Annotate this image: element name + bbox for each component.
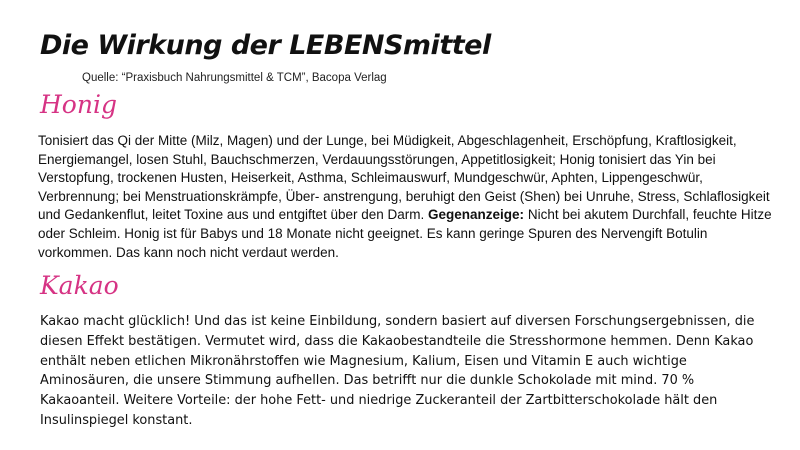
section-body-honig xyxy=(38,132,776,262)
honig-description: Tonisiert das Qi der Mitte (Milz, Magen) und der Lunge, bei Müdigkeit, Abgeschlagenheit, Erschöpfung, Kraftlosigkeit, Energiemangel, losen Stuhl, Bauchschmerzen, Verdauungsstörungen, Appetitlosigkeit; Honig tonisiert das Yin bei Verstopfung, trockenen Husten, Heiserkeit, Asthma, Schleimauswurf, Mundgeschwür, Aphten, Lippengeschwür, Verbrennung; bei Menstruationskrämpfe, Über- anstrengung, beruhigt den Geist (Shen) bei Unruhe, Stress, Schlaflosigkeit und Gedankenflut, leitet Toxine aus und entgiftet über den Darm. xyxy=(38,133,770,223)
section-heading-kakao: Kakao xyxy=(40,271,119,300)
section-heading-honig: Honig xyxy=(40,90,117,119)
contraindication-text: Nicht bei akutem Durchfall, feuchte Hitze oder Schleim. Honig ist für Babys und 18 Monate nicht geeignet. Es kann geringe Spuren des Nervengift Botulin vorkommen. Das kann noch nicht verdaut werden. xyxy=(38,207,772,260)
section-body-kakao: Kakao macht glücklich! Und das ist keine Einbildung, sondern basiert auf diversen Forschungsergebnissen, die diesen Effekt bestätigen. Vermutet wird, dass die Kakaobestandteile die Stresshormone hemmen. Denn Kakao enthält neben etlichen Mikronährstoffen wie Magnesium, Kalium, Eisen und Vitamin E auch wichtige Aminosäuren, die unsere Stimmung aufhellen. Das betrifft nur die dunkle Schokolade mit mind. 70 % Kakaoanteil. Weitere Vorteile: der hohe Fett- und niedrige Zuckeranteil der Zartbitterschokolade hält den Insulinspiegel konstant. xyxy=(40,314,755,428)
source-citation: Quelle: “Praxisbuch Nahrungsmittel & TCM”, Bacopa Verlag xyxy=(82,72,387,84)
page-title: Die Wirkung der LEBENSmittel xyxy=(40,30,491,61)
contraindication-label: Gegenanzeige: xyxy=(428,207,525,223)
